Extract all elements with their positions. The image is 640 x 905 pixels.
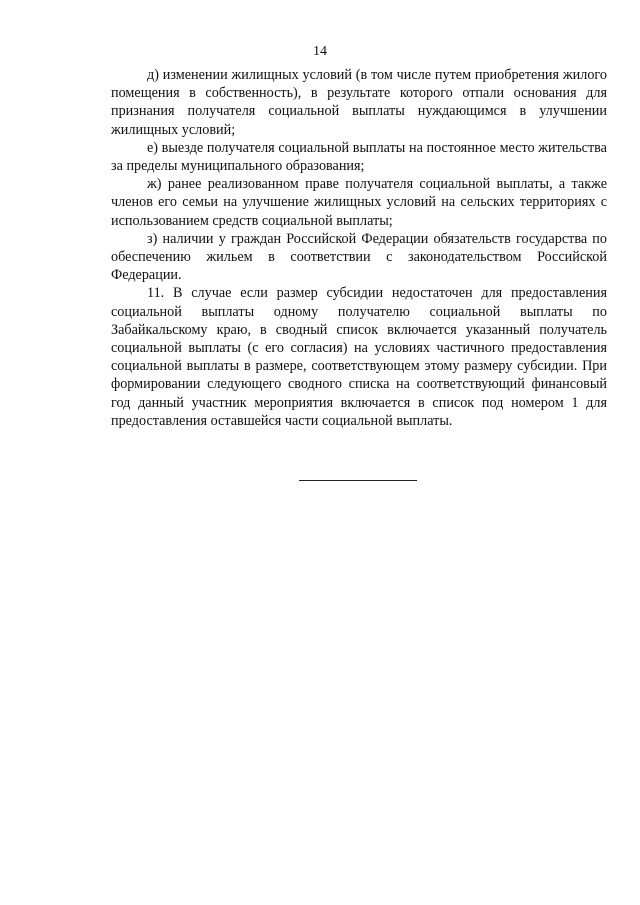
paragraph-clause-11: 11. В случае если размер субсидии недостаточен для предоставления социальной выплаты одному получателю социальной выплаты по Забайкальскому краю, в сводный список включается указанный получатель социальной выплаты (с его согласия) на условиях частичного предоставления социальной выплаты в размере, соответствующем этому размеру субсидии. При формировании следующего сводного списка на соответствующий финансовый год данный участник мероприятия включается в список под номером 1 для предоставления оставшейся части социальной выплаты. xyxy=(111,285,607,429)
paragraph-item-d: д) изменении жилищных условий (в том числе путем приобретения жилого помещения в собственность), в результате которого отпали основания для признания получателя социальной выплаты нуждающимся в улучшении жилищных условий; xyxy=(111,67,607,138)
end-of-text-divider xyxy=(299,480,417,481)
paragraph-item-e: е) выезде получателя социальной выплаты на постоянное место жительства за пределы муниципального образования; xyxy=(111,139,607,175)
paragraph-item-zh: ж) ранее реализованном праве получателя социальной выплаты, а также членов его семьи на улучшение жилищных условий на сельских территориях с использованием средств социальной выплаты; xyxy=(111,176,607,229)
page-number: 14 xyxy=(313,44,327,59)
document-body xyxy=(111,66,607,430)
paragraph-item-z: з) наличии у граждан Российской Федерации обязательств государства по обеспечению жильем в соответствии с законодательством Российской Федерации. xyxy=(111,230,607,284)
